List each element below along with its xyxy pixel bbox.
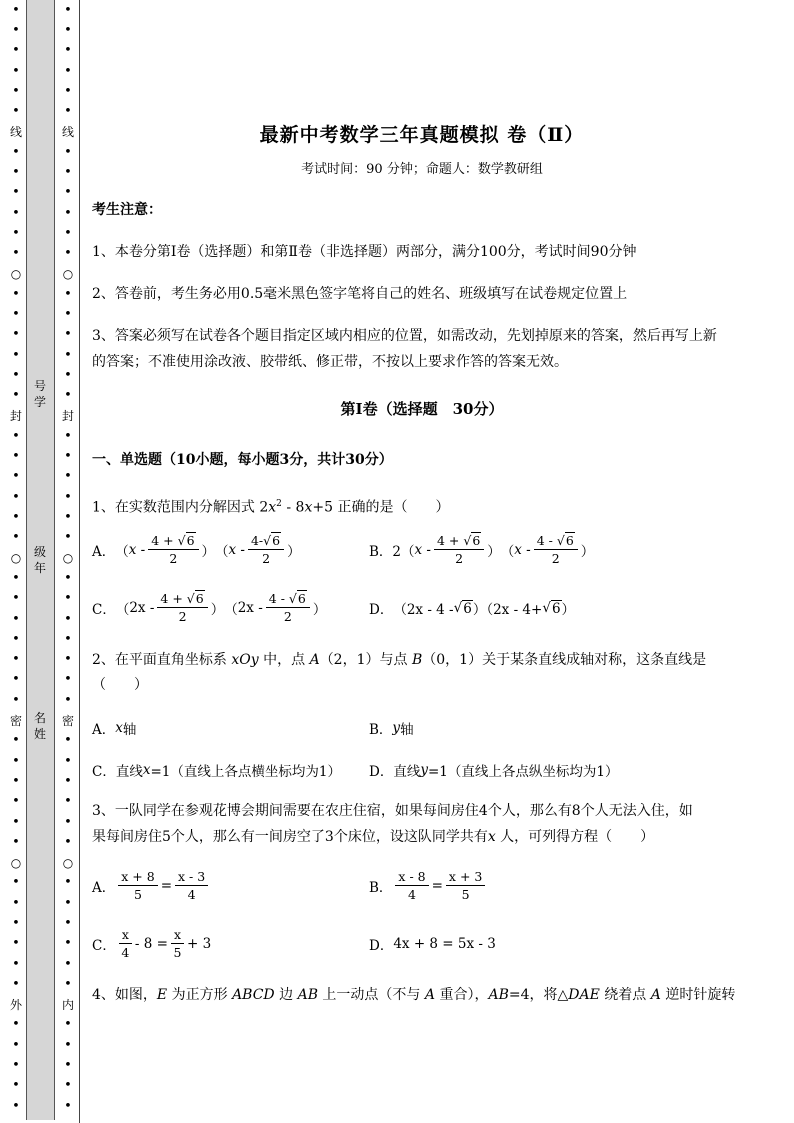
q3-option-a[interactable]: A． $\frac{x + 8}{5}$ = $\frac{x - 3}{4}$ bbox=[92, 868, 211, 903]
margin-dot: • bbox=[64, 2, 72, 18]
margin-dot: • bbox=[64, 936, 72, 952]
margin-dot: • bbox=[12, 652, 20, 668]
question-2-stem-line-2: （ ） bbox=[92, 677, 148, 693]
margin-dot: • bbox=[12, 834, 20, 850]
margin-seal-char: 封 bbox=[9, 409, 22, 424]
margin-dot: • bbox=[12, 1078, 20, 1094]
margin-seal-char: 内 bbox=[61, 997, 74, 1012]
margin-dot: • bbox=[12, 165, 20, 181]
q3-option-d[interactable]: D． 4x + 8 = 5x - 3 bbox=[369, 936, 496, 954]
margin-dot: • bbox=[12, 956, 20, 972]
notice-item-2: 2、答卷前，考生务必用0.5毫米黑色签字笔将自己的姓名、班级填写在试卷规定位置上 bbox=[92, 286, 628, 302]
margin-dot: • bbox=[12, 733, 20, 749]
q3-option-b[interactable]: B． $\frac{x - 8}{4}$ = $\frac{x + 3}{5}$ bbox=[369, 868, 488, 903]
margin-dot: • bbox=[12, 875, 20, 891]
margin-seal-char: 线 bbox=[9, 124, 22, 139]
exam-subtitle: 考试时间：90 分钟；命题人：数学教研组 bbox=[301, 162, 543, 177]
margin-dot: • bbox=[12, 591, 20, 607]
margin-dot: • bbox=[64, 83, 72, 99]
margin-dot: • bbox=[64, 916, 72, 931]
margin-dot: • bbox=[12, 631, 20, 647]
margin-dot: • bbox=[64, 489, 72, 505]
part-heading: 一、单选题（10小题，每小题3分，共计30分） bbox=[92, 452, 393, 468]
margin-dot: • bbox=[64, 1098, 72, 1114]
margin-ring-mark: ○ bbox=[62, 551, 74, 566]
margin-seal-char: 封 bbox=[61, 409, 74, 424]
name-label: 名 姓 bbox=[33, 711, 46, 741]
margin-dot: • bbox=[12, 570, 20, 586]
q2-option-a[interactable]: A． x 轴 bbox=[92, 720, 137, 738]
margin-dot: • bbox=[12, 1037, 20, 1053]
outer-dotted-cut-line bbox=[6, 0, 26, 1123]
margin-dot: • bbox=[64, 144, 72, 160]
student-number-label: 号 学 bbox=[33, 379, 46, 409]
margin-dot: • bbox=[64, 327, 72, 343]
margin-dot: • bbox=[64, 246, 72, 262]
q2-option-c[interactable]: C．直线 x =1（直线上各点横坐标均为1） bbox=[92, 762, 341, 780]
exam-title: 最新中考数学三年真题模拟 卷（Ⅱ） bbox=[259, 124, 585, 146]
margin-dot: • bbox=[64, 631, 72, 647]
margin-dot: • bbox=[64, 814, 72, 830]
margin-dot: • bbox=[64, 1017, 72, 1033]
notice-item-1: 1、本卷分第Ⅰ卷（选择题）和第Ⅱ卷（非选择题）两部分，满分100分，考试时间90分钟 bbox=[92, 244, 637, 260]
margin-dot: • bbox=[12, 388, 20, 404]
question-3-stem-line-2: 果每间房住5个人，那么有一间房空了3个床位，设这队同学共有x 人，可列得方程（ ） bbox=[92, 829, 655, 845]
margin-dot: • bbox=[64, 307, 72, 323]
margin-dot: • bbox=[64, 773, 72, 789]
margin-dot: • bbox=[64, 530, 72, 546]
margin-dot: • bbox=[12, 104, 20, 120]
margin-dot: • bbox=[12, 185, 20, 201]
margin-dot: • bbox=[64, 1078, 72, 1094]
notice-heading: 考生注意： bbox=[92, 202, 162, 218]
margin-dot: • bbox=[12, 205, 20, 221]
margin-seal-char: 密 bbox=[9, 713, 22, 728]
margin-dot: • bbox=[12, 469, 20, 485]
q1-option-d[interactable]: D． （2x - 4 - √ 6 ）（2x - 4+ √ 6 ） bbox=[369, 600, 576, 618]
margin-dot: • bbox=[12, 246, 20, 262]
margin-dot: • bbox=[64, 449, 72, 465]
margin-seal-char: 线 bbox=[61, 124, 74, 139]
margin-dot: • bbox=[64, 22, 72, 38]
section-title: 第Ⅰ卷（选择题 30分） bbox=[340, 400, 504, 418]
margin-dot: • bbox=[64, 286, 72, 302]
question-2-stem: 2、在平面直角坐标系 xOy 中，点 A（2，1）与点 B（0，1）关于某条直线成轴对称，这条直线是 bbox=[92, 652, 707, 668]
margin-dot: • bbox=[64, 692, 72, 708]
margin-dot: • bbox=[64, 753, 72, 769]
q1-option-b[interactable]: B．2 （ x - $\frac{4 + √6}{2}$ ） （ x - $\frac{4 - √6}{2}$ ） bbox=[369, 533, 595, 566]
margin-dot: • bbox=[64, 895, 72, 911]
margin-dot: • bbox=[12, 144, 20, 160]
margin-ring-mark: ○ bbox=[62, 855, 74, 870]
margin-dot: • bbox=[12, 428, 20, 444]
margin-dot: • bbox=[64, 611, 72, 627]
margin-dot: • bbox=[64, 591, 72, 607]
margin-dot: • bbox=[64, 428, 72, 444]
margin-dot: • bbox=[64, 570, 72, 586]
margin-dot: • bbox=[12, 63, 20, 79]
margin-dot: • bbox=[64, 225, 72, 241]
margin-dot: • bbox=[64, 185, 72, 201]
margin-dot: • bbox=[64, 367, 72, 383]
margin-dot: • bbox=[12, 22, 20, 38]
margin-dot: • bbox=[12, 692, 20, 708]
margin-dot: • bbox=[64, 1037, 72, 1053]
question-1-stem: 1、在实数范围内分解因式 $2x^2 - 8x+5$ 正确的是（ ） bbox=[92, 499, 450, 516]
question-4-stem: 4、如图，E 为正方形 ABCD 边 AB 上一动点（不与 A 重合），AB=4，将△DAE 绕着点 A 逆时针旋转 bbox=[92, 987, 736, 1003]
margin-dot: • bbox=[64, 104, 72, 120]
margin-dot: • bbox=[64, 834, 72, 850]
margin-dot: • bbox=[12, 916, 20, 931]
margin-ring-mark: ○ bbox=[10, 267, 22, 281]
margin-dot: • bbox=[12, 307, 20, 323]
margin-dot: • bbox=[64, 652, 72, 668]
margin-dot: • bbox=[64, 733, 72, 749]
margin-dot: • bbox=[12, 1058, 20, 1074]
notice-item-3-line-1: 3、答案必须写在试卷各个题目指定区域内相应的位置，如需改动，先划掉原来的答案，然后再写上新 bbox=[92, 328, 717, 344]
margin-dot: • bbox=[64, 63, 72, 79]
margin-ring-mark: ○ bbox=[62, 267, 74, 281]
margin-dot: • bbox=[12, 1017, 20, 1033]
margin-dot: • bbox=[64, 956, 72, 972]
margin-dot: • bbox=[12, 895, 20, 911]
margin-dot: • bbox=[64, 43, 72, 59]
margin-dot: • bbox=[12, 814, 20, 830]
margin-dot: • bbox=[12, 672, 20, 688]
margin-dot: • bbox=[12, 773, 20, 789]
margin-dot: • bbox=[12, 367, 20, 383]
margin-ring-mark: ○ bbox=[10, 855, 22, 870]
q1-option-c[interactable]: C． （ 2x - $\frac{4 + √6}{2}$ ） （ 2x - $\frac{4 - √6}{2}$ ） bbox=[92, 591, 327, 624]
margin-seal-char: 密 bbox=[61, 713, 74, 728]
q2-option-b[interactable]: B． y 轴 bbox=[369, 720, 414, 738]
question-3-stem-line-1: 3、一队同学在参观花博会期间需要在农庄住宿，如果每间房住4个人，那么有8个人无法入住，如 bbox=[92, 803, 693, 819]
margin-dot: • bbox=[12, 510, 20, 526]
margin-dot: • bbox=[12, 976, 20, 992]
margin-dot: • bbox=[64, 1058, 72, 1074]
notice-item-3-line-2: 的答案；不准使用涂改液、胶带纸、修正带，不按以上要求作答的答案无效。 bbox=[92, 354, 568, 370]
margin-seal-char: 外 bbox=[9, 997, 22, 1012]
margin-dot: • bbox=[12, 2, 20, 18]
class-label: 级 年 bbox=[33, 545, 46, 575]
margin-dot: • bbox=[12, 43, 20, 59]
margin-dot: • bbox=[64, 165, 72, 181]
margin-dot: • bbox=[12, 327, 20, 343]
inner-dotted-cut-line bbox=[57, 0, 80, 1123]
margin-dot: • bbox=[64, 205, 72, 221]
q2-option-d[interactable]: D．直线 y =1（直线上各点纵坐标均为1） bbox=[369, 762, 619, 780]
margin-ring-mark: ○ bbox=[10, 551, 22, 566]
margin-dot: • bbox=[12, 611, 20, 627]
margin-dot: • bbox=[12, 530, 20, 546]
margin-dot: • bbox=[64, 347, 72, 363]
q1-option-a[interactable]: A． （ x - $\frac{4 + √6}{2}$ ） （ x - $\frac{4-√6}{2}$ ） bbox=[92, 533, 301, 566]
margin-dot: • bbox=[12, 794, 20, 810]
margin-dot: • bbox=[64, 388, 72, 404]
margin-dot: • bbox=[12, 489, 20, 505]
q3-option-c[interactable]: C． $\frac{x}{4}$ - 8 = $\frac{x}{5}$ + 3 bbox=[92, 927, 212, 960]
margin-dot: • bbox=[12, 225, 20, 241]
margin-dot: • bbox=[64, 794, 72, 810]
margin-dot: • bbox=[12, 286, 20, 302]
margin-dot: • bbox=[12, 753, 20, 769]
margin-dot: • bbox=[64, 672, 72, 688]
margin-dot: • bbox=[12, 449, 20, 465]
margin-dot: • bbox=[12, 936, 20, 952]
margin-dot: • bbox=[12, 347, 20, 363]
margin-dot: • bbox=[12, 83, 20, 99]
margin-dot: • bbox=[64, 875, 72, 891]
margin-dot: • bbox=[64, 976, 72, 992]
margin-dot: • bbox=[64, 469, 72, 485]
margin-dot: • bbox=[64, 510, 72, 526]
margin-dot: • bbox=[12, 1098, 20, 1114]
